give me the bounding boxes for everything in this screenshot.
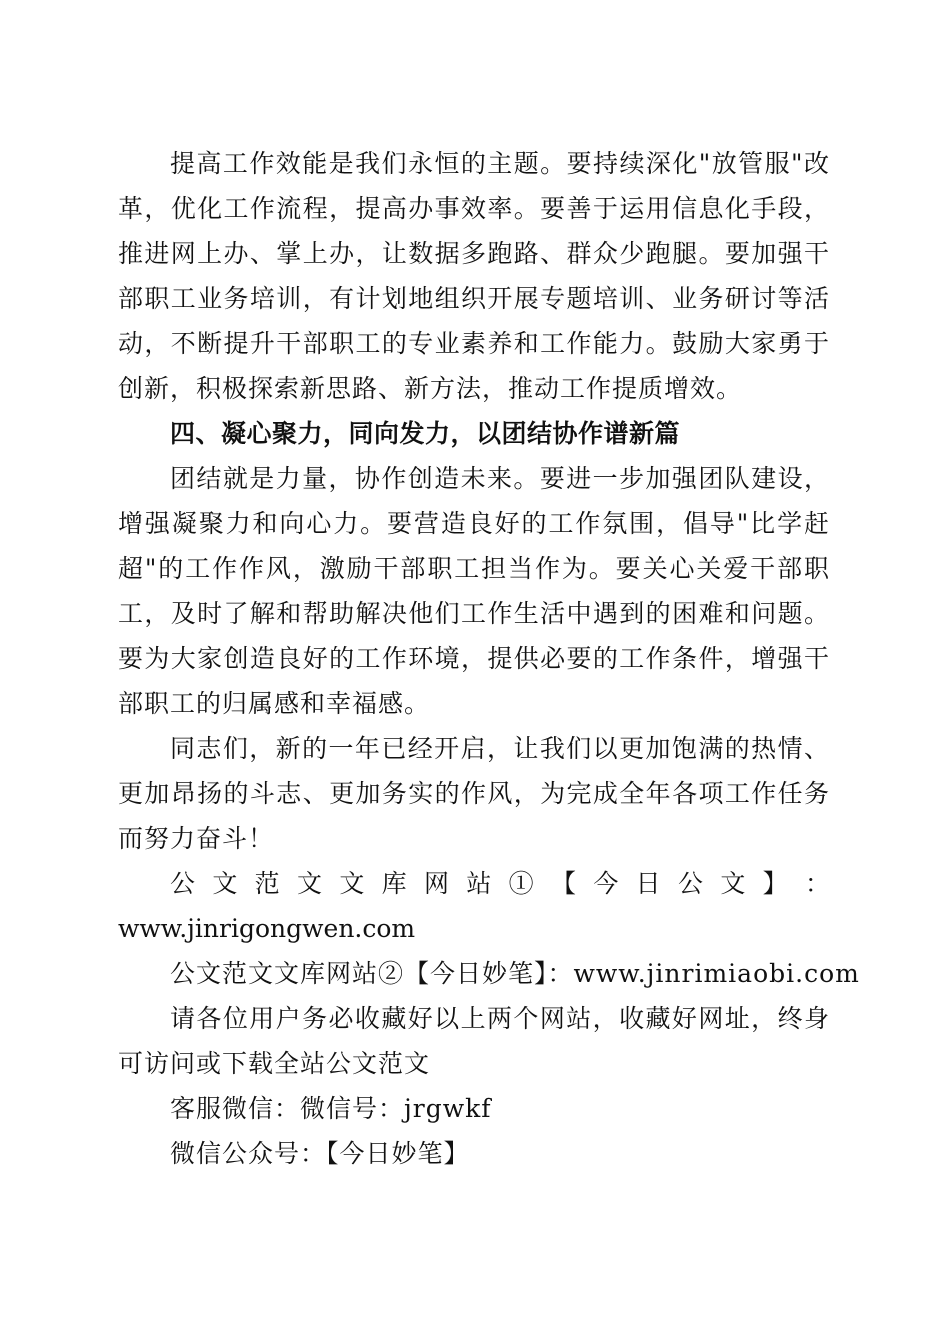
footer-site2: 公文范文文库网站②【今日妙笔】：www.jinrimiaobi.com [170, 959, 860, 988]
document-page [118, 141, 860, 1176]
footer-public-account: 微信公众号：【今日妙笔】 [170, 1139, 470, 1168]
footer-site1-url[interactable]: www.jinrigongwen.com [118, 914, 416, 943]
paragraph-efficiency: 提高工作效能是我们永恒的主题。要持续深化"放管服"改革，优化工作流程，提高办事效率。要善于运用信息化手段，推进网上办、掌上办，让数据多跑路、群众少跑腿。要加强干部职工业务培训，有计划地组织开展专题培训、业务研讨等活动，不断提升干部职工的专业素养和工作能力。鼓励大家勇于创新，积极探索新思路、新方法，推动工作提质增效。 [118, 149, 830, 403]
paragraph-closing: 同志们，新的一年已经开启，让我们以更加饱满的热情、更加昂扬的斗志、更加务实的作风，为完成全年各项工作任务而努力奋斗！ [118, 734, 830, 853]
footer-bookmark-notice: 请各位用户务必收藏好以上两个网站，收藏好网址，终身可访问或下载全站公文范文 [118, 1004, 830, 1078]
footer-service-wechat: 客服微信：微信号：jrgwkf [170, 1094, 492, 1123]
paragraph-unity: 团结就是力量，协作创造未来。要进一步加强团队建设，增强凝聚力和向心力。要营造良好的工作氛围，倡导"比学赶超"的工作作风，激励干部职工担当作为。要关心关爱干部职工，及时了解和帮助解决他们工作生活中遇到的困难和问题。要为大家创造良好的工作环境，提供必要的工作条件，增强干部职工的归属感和幸福感。 [118, 464, 830, 718]
footer-site1 [118, 861, 830, 951]
footer-site1-label: 公 文 范 文 文 库 网 站 ① 【 今 日 公 文 】 ： [170, 869, 830, 898]
section-heading-four: 四、凝心聚力，同向发力，以团结协作谱新篇 [170, 419, 681, 448]
